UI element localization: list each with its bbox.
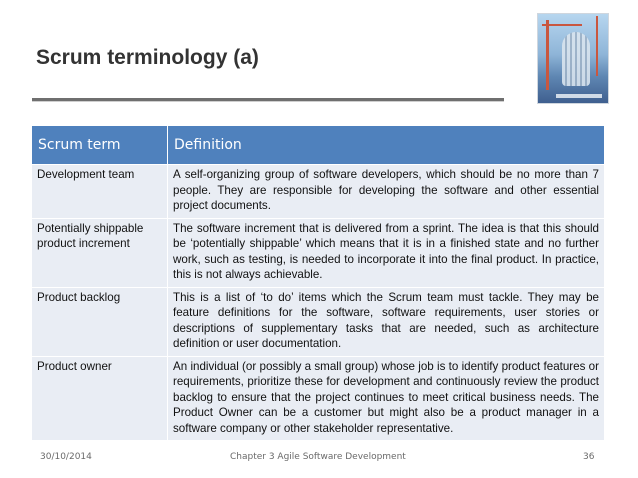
header-scrum-term: Scrum term [32,126,168,165]
footer-date: 30/10/2014 [40,452,92,462]
scrum-terms-table [31,125,605,441]
tower-illustration [562,32,590,86]
term-cell: Product owner [32,356,168,441]
definition-cell: The software increment that is delivered from a sprint. The idea is that this should be ‘potentially shippable’ which means that it is in a finished state and no further work, such as testing, is needed to incorporate it into the final product. In practice, this is not always achievable. [168,218,605,287]
table-row [32,287,605,356]
term-cell: Potentially shippable product increment [32,218,168,287]
book-cover-image [537,13,609,104]
footer-chapter: Chapter 3 Agile Software Development [230,452,406,462]
table-row [32,165,605,219]
definition-cell: An individual (or possibly a small group) whose job is to identify product features or requirements, prioritize these for development and continuously review the product backlog to ensure that the project continues to meet critical business needs. The Product Owner can be a customer but might also be a product manager in a software company or other stakeholder representative. [168,356,605,441]
crane-mast-right [596,16,598,76]
footer-page-number: 36 [583,452,595,462]
title-underline-shadow [32,101,504,102]
header-definition: Definition [168,126,605,165]
table-row [32,218,605,287]
definition-cell: This is a list of ‘to do’ items which the Scrum team must tackle. They may be feature definitions for the software, software requirements, user stories or descriptions of supplementary tasks that are needed, such as architecture definition or user documentation. [168,287,605,356]
table-row [32,356,605,441]
crane-mast [546,20,549,90]
term-cell: Product backlog [32,287,168,356]
term-cell: Development team [32,165,168,219]
slide-title: Scrum terminology (a) [36,46,259,69]
crane-jib [542,24,582,26]
table-header-row [32,126,605,165]
cover-title [556,94,602,98]
definition-cell: A self-organizing group of software developers, which should be no more than 7 people. They are responsible for developing the software and other essential project documents. [168,165,605,219]
